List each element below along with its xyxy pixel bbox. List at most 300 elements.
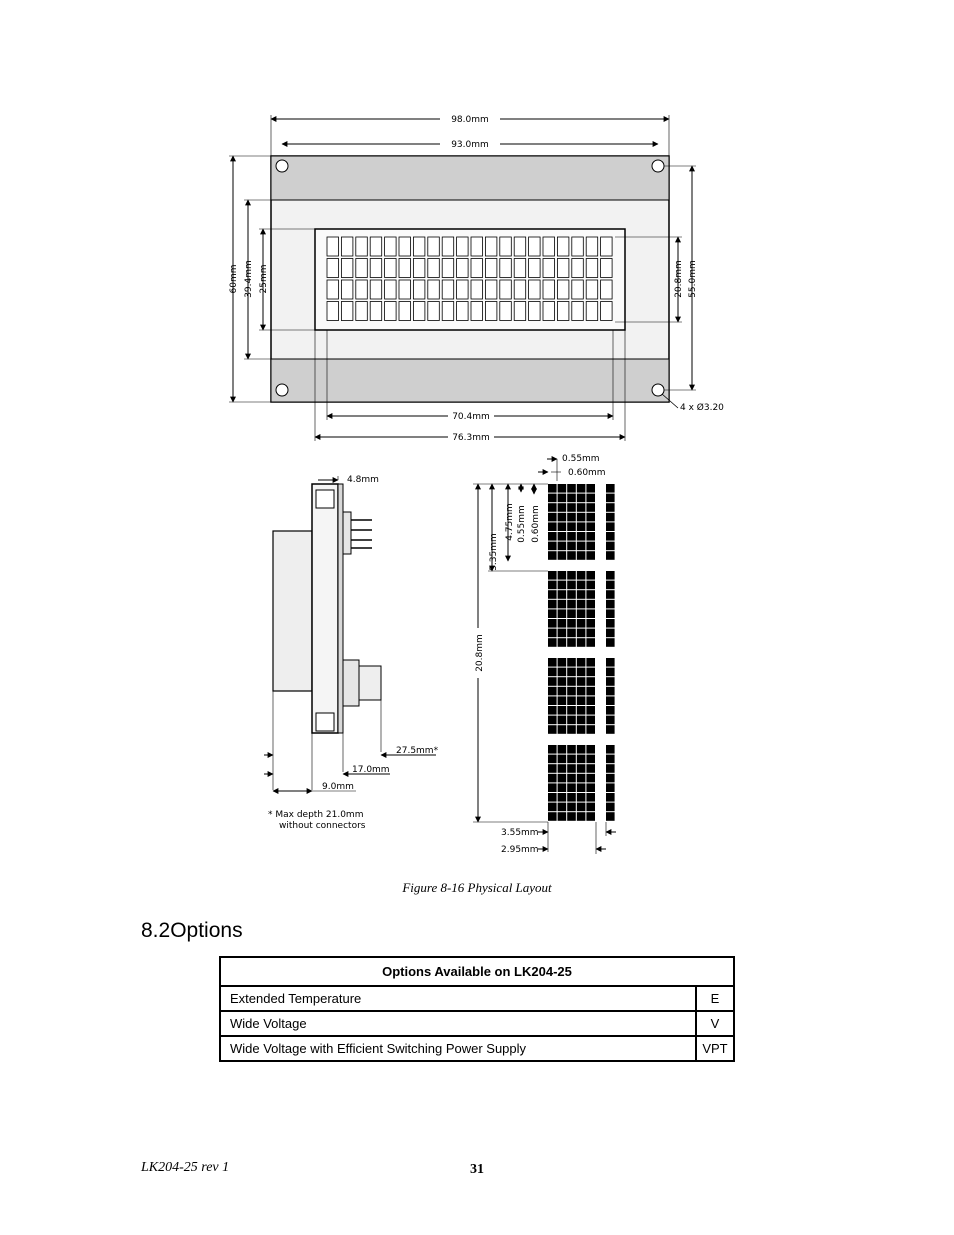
lcd-dot — [606, 600, 615, 609]
option-name: Extended Temperature — [220, 986, 696, 1011]
lcd-dot — [606, 581, 615, 590]
lcd-char-cell — [557, 259, 569, 278]
lcd-dot — [586, 687, 595, 696]
lcd-dot — [558, 696, 567, 705]
lcd-dot — [606, 619, 615, 628]
lcd-dot — [567, 725, 576, 734]
lcd-dot — [548, 494, 557, 503]
character-dot-blocks — [548, 484, 615, 821]
lcd-dot — [567, 571, 576, 580]
footer-doc-revision: LK204-25 rev 1 — [141, 1160, 230, 1175]
dim-pcb-thickness: 4.8mm — [347, 475, 379, 485]
lcd-char-cell — [500, 237, 512, 256]
lcd-dot — [606, 793, 615, 802]
lcd-char-cell — [586, 302, 598, 321]
lcd-char-cell — [356, 280, 368, 299]
lcd-dot — [606, 494, 615, 503]
lcd-dot — [586, 706, 595, 715]
lcd-dot — [558, 581, 567, 590]
lcd-dot — [558, 745, 567, 754]
lcd-char-cell — [485, 237, 497, 256]
lcd-dot — [586, 755, 595, 764]
lcd-dot — [577, 513, 586, 522]
lcd-dot — [606, 812, 615, 821]
dim-char-pitch: 3.55mm — [501, 828, 539, 838]
dim-depth-17: 17.0mm — [352, 765, 390, 775]
section-heading: 8.2Options — [141, 919, 243, 942]
lcd-dot — [606, 774, 615, 783]
lcd-char-cell — [327, 237, 339, 256]
lcd-dot — [567, 764, 576, 773]
lcd-char-cell — [356, 259, 368, 278]
lcd-dot — [577, 764, 586, 773]
lcd-dot — [606, 513, 615, 522]
lcd-dot — [577, 551, 586, 560]
lcd-char-cell — [543, 280, 555, 299]
lcd-dot — [606, 745, 615, 754]
dim-overall-width: 98.0mm — [451, 115, 489, 125]
lcd-char-cell — [370, 259, 382, 278]
lcd-char-cell — [471, 302, 483, 321]
lcd-dot — [548, 522, 557, 531]
lcd-char-cell — [543, 259, 555, 278]
lcd-dot — [567, 522, 576, 531]
lcd-dot — [586, 571, 595, 580]
lcd-dot — [606, 590, 615, 599]
lcd-dot — [548, 590, 557, 599]
lcd-dot — [606, 629, 615, 638]
lcd-char-cell — [543, 302, 555, 321]
lcd-char-cell — [557, 237, 569, 256]
lcd-char-cell — [601, 237, 613, 256]
lcd-dot — [606, 638, 615, 647]
lcd-char-cell — [457, 280, 469, 299]
lcd-dot — [606, 716, 615, 725]
lcd-char-cell — [413, 302, 425, 321]
lcd-dot — [577, 677, 586, 686]
lcd-dot — [558, 668, 567, 677]
lcd-char-cell — [385, 237, 397, 256]
options-table-header: Options Available on LK204-25 — [220, 957, 734, 986]
lcd-dot — [548, 696, 557, 705]
lcd-dot — [577, 668, 586, 677]
lcd-char-cell — [370, 302, 382, 321]
lcd-dot — [558, 658, 567, 667]
lcd-dot — [567, 532, 576, 541]
lcd-dot — [558, 503, 567, 512]
lcd-char-cell — [586, 259, 598, 278]
lcd-dot — [548, 755, 557, 764]
lcd-dot — [567, 629, 576, 638]
dim-depth-9: 9.0mm — [322, 782, 354, 792]
lcd-dot — [586, 725, 595, 734]
lcd-dot — [558, 629, 567, 638]
lcd-dot — [548, 600, 557, 609]
lcd-dot — [606, 551, 615, 560]
lcd-dot — [586, 638, 595, 647]
dim-hole-pitch-height: 55.0mm — [688, 260, 698, 298]
lcd-dot — [558, 590, 567, 599]
lcd-dot — [548, 503, 557, 512]
dim-char-width: 2.95mm — [501, 845, 539, 855]
lcd-dot — [586, 716, 595, 725]
lcd-dot — [586, 803, 595, 812]
lcd-dot — [548, 706, 557, 715]
lcd-dot — [558, 619, 567, 628]
lcd-dot — [558, 716, 567, 725]
lcd-dot — [606, 803, 615, 812]
lcd-char-cell — [529, 302, 541, 321]
option-name: Wide Voltage — [220, 1011, 696, 1036]
dim-dot-width: 0.55mm — [562, 454, 600, 464]
footer-page-number: 31 — [470, 1162, 484, 1177]
lcd-dot — [548, 783, 557, 792]
front-view — [229, 112, 724, 443]
dim-active-height: 20.8mm — [674, 260, 684, 298]
lcd-dot — [558, 542, 567, 551]
lcd-dot — [577, 638, 586, 647]
lcd-dot — [577, 494, 586, 503]
dim-active-width: 70.4mm — [452, 412, 490, 422]
lcd-dot — [586, 658, 595, 667]
lcd-char-cell — [428, 237, 440, 256]
lcd-dot — [558, 494, 567, 503]
lcd-dot — [558, 687, 567, 696]
lcd-dot — [548, 513, 557, 522]
lcd-dot — [567, 638, 576, 647]
lcd-char-cell — [399, 280, 411, 299]
lcd-char-cell — [327, 259, 339, 278]
lcd-dot — [577, 542, 586, 551]
lcd-dot — [548, 687, 557, 696]
character-detail — [472, 454, 616, 855]
lcd-char-cell — [514, 259, 526, 278]
lcd-dot — [577, 812, 586, 821]
lcd-char-cell — [399, 259, 411, 278]
lcd-dot — [548, 716, 557, 725]
lcd-dot — [586, 629, 595, 638]
side-view — [264, 475, 439, 831]
lcd-char-cell — [500, 259, 512, 278]
lcd-char-cell — [442, 259, 454, 278]
dim-viewing-width: 76.3mm — [452, 433, 490, 443]
lcd-dot — [558, 764, 567, 773]
lcd-dot — [567, 513, 576, 522]
lcd-char-cell — [327, 302, 339, 321]
lcd-char-cell — [413, 280, 425, 299]
lcd-dot — [548, 725, 557, 734]
lcd-dot — [567, 668, 576, 677]
lcd-dot — [548, 658, 557, 667]
dim-dot-height: 0.55mm — [517, 505, 527, 543]
lcd-dot — [577, 774, 586, 783]
lcd-char-cell — [457, 302, 469, 321]
dim-total-height: 20.8mm — [475, 634, 485, 672]
lcd-char-cell — [601, 302, 613, 321]
lcd-char-cell — [485, 302, 497, 321]
lcd-char-cell — [457, 237, 469, 256]
lcd-dot — [577, 503, 586, 512]
lcd-dot — [586, 484, 595, 493]
lcd-dot — [577, 783, 586, 792]
lcd-dot — [606, 783, 615, 792]
lcd-char-cell — [341, 237, 353, 256]
lcd-char-cell — [370, 237, 382, 256]
lcd-char-cell — [572, 237, 584, 256]
lcd-dot — [577, 696, 586, 705]
lcd-char-cell — [385, 302, 397, 321]
lcd-dot — [586, 494, 595, 503]
option-code: VPT — [696, 1036, 734, 1061]
dim-char-dots-height: 4.75mm — [505, 503, 515, 541]
option-code: V — [696, 1011, 734, 1036]
lcd-dot — [567, 687, 576, 696]
lcd-dot — [548, 803, 557, 812]
lcd-dot — [567, 774, 576, 783]
lcd-char-cell — [413, 237, 425, 256]
lcd-char-cell — [601, 280, 613, 299]
lcd-char-cell — [529, 259, 541, 278]
lcd-dot — [567, 812, 576, 821]
lcd-char-cell — [341, 280, 353, 299]
lcd-char-cell — [327, 280, 339, 299]
lcd-dot — [558, 677, 567, 686]
lcd-char-cell — [356, 302, 368, 321]
lcd-char-cell — [385, 259, 397, 278]
lcd-dot — [606, 764, 615, 773]
lcd-dot — [586, 590, 595, 599]
lcd-dot — [577, 687, 586, 696]
lcd-char-cell — [442, 280, 454, 299]
lcd-dot — [548, 764, 557, 773]
lcd-char-cell — [356, 237, 368, 256]
lcd-char-cell — [529, 280, 541, 299]
lcd-dot — [548, 484, 557, 493]
lcd-dot — [606, 706, 615, 715]
lcd-char-cell — [572, 259, 584, 278]
lcd-dot — [577, 706, 586, 715]
lcd-dot — [548, 812, 557, 821]
dim-bezel-height: 39.4mm — [244, 260, 254, 298]
lcd-dot — [567, 793, 576, 802]
lcd-char-cell — [557, 280, 569, 299]
lcd-char-cell — [514, 280, 526, 299]
lcd-dot — [606, 571, 615, 580]
dim-max-depth: 27.5mm* — [396, 746, 439, 756]
dim-dot-pitch: 0.60mm — [568, 468, 606, 478]
lcd-dot — [567, 619, 576, 628]
lcd-dot — [558, 513, 567, 522]
lcd-char-cell — [471, 237, 483, 256]
lcd-dot — [548, 629, 557, 638]
lcd-char-cell — [601, 259, 613, 278]
lcd-dot — [567, 600, 576, 609]
lcd-dot — [586, 668, 595, 677]
lcd-dot — [567, 716, 576, 725]
lcd-dot — [548, 532, 557, 541]
lcd-dot — [577, 590, 586, 599]
lcd-char-cell — [399, 237, 411, 256]
lcd-char-cell — [428, 259, 440, 278]
dim-dot-pitch-vertical: 0.60mm — [531, 505, 541, 543]
lcd-dot — [606, 687, 615, 696]
lcd-dot — [586, 600, 595, 609]
lcd-dot — [606, 522, 615, 531]
lcd-dot — [567, 542, 576, 551]
dim-mounting-holes: 4 x Ø3.20 — [680, 403, 724, 413]
lcd-dot — [606, 503, 615, 512]
lcd-char-cell — [428, 302, 440, 321]
lcd-dot — [606, 755, 615, 764]
lcd-dot — [586, 522, 595, 531]
lcd-dot — [558, 725, 567, 734]
lcd-dot — [567, 503, 576, 512]
lcd-dot — [567, 551, 576, 560]
lcd-dot — [558, 600, 567, 609]
lcd-dot — [586, 532, 595, 541]
lcd-dot — [548, 551, 557, 560]
lcd-dot — [567, 484, 576, 493]
lcd-char-cell — [471, 259, 483, 278]
lcd-dot — [548, 571, 557, 580]
lcd-char-cell — [370, 280, 382, 299]
side-note-line2: without connectors — [279, 821, 366, 831]
lcd-dot — [586, 793, 595, 802]
lcd-dot — [586, 764, 595, 773]
lcd-dot — [548, 609, 557, 618]
lcd-char-cell — [485, 280, 497, 299]
lcd-dot — [558, 793, 567, 802]
lcd-dot — [586, 812, 595, 821]
lcd-dot — [586, 696, 595, 705]
lcd-char-cell — [485, 259, 497, 278]
table-row — [220, 986, 734, 1011]
lcd-dot — [548, 774, 557, 783]
lcd-dot — [577, 532, 586, 541]
dim-char-height: 5.35mm — [489, 533, 499, 571]
lcd-char-cell — [572, 302, 584, 321]
lcd-dot — [567, 783, 576, 792]
lcd-dot — [577, 725, 586, 734]
lcd-dot — [577, 755, 586, 764]
lcd-dot — [567, 745, 576, 754]
lcd-dot — [586, 774, 595, 783]
lcd-dot — [586, 581, 595, 590]
lcd-dot — [577, 803, 586, 812]
option-name: Wide Voltage with Efficient Switching Power Supply — [220, 1036, 696, 1061]
lcd-dot — [606, 696, 615, 705]
lcd-char-cell — [341, 302, 353, 321]
lcd-char-cell — [457, 259, 469, 278]
lcd-dot — [606, 668, 615, 677]
lcd-dot — [586, 513, 595, 522]
lcd-dot — [548, 581, 557, 590]
lcd-dot — [558, 532, 567, 541]
lcd-dot — [558, 522, 567, 531]
lcd-dot — [577, 609, 586, 618]
table-row — [220, 1036, 734, 1061]
lcd-dot — [577, 658, 586, 667]
lcd-dot — [558, 551, 567, 560]
lcd-char-cell — [341, 259, 353, 278]
lcd-dot — [558, 638, 567, 647]
lcd-dot — [567, 658, 576, 667]
lcd-char-cell — [514, 302, 526, 321]
lcd-dot — [577, 793, 586, 802]
lcd-dot — [567, 581, 576, 590]
lcd-dot — [586, 783, 595, 792]
lcd-char-cell — [442, 302, 454, 321]
lcd-dot — [586, 677, 595, 686]
lcd-dot — [548, 668, 557, 677]
lcd-dot — [606, 658, 615, 667]
lcd-dot — [567, 494, 576, 503]
lcd-char-cell — [442, 237, 454, 256]
lcd-char-cell — [428, 280, 440, 299]
lcd-dot — [558, 706, 567, 715]
lcd-char-cell — [529, 237, 541, 256]
lcd-dot — [586, 745, 595, 754]
lcd-dot — [548, 677, 557, 686]
lcd-dot — [577, 522, 586, 531]
lcd-char-cell — [514, 237, 526, 256]
lcd-dot — [548, 542, 557, 551]
lcd-char-cell — [572, 280, 584, 299]
lcd-dot — [577, 600, 586, 609]
lcd-dot — [567, 590, 576, 599]
lcd-char-cell — [500, 280, 512, 299]
dim-hole-pitch-width: 93.0mm — [451, 140, 489, 150]
lcd-dot — [567, 677, 576, 686]
lcd-dot — [558, 571, 567, 580]
lcd-dot — [577, 716, 586, 725]
lcd-dot — [567, 609, 576, 618]
lcd-dot — [586, 619, 595, 628]
lcd-dot — [586, 503, 595, 512]
lcd-char-cell — [557, 302, 569, 321]
lcd-char-cell — [543, 237, 555, 256]
lcd-dot — [558, 803, 567, 812]
table-row — [220, 1011, 734, 1036]
lcd-dot — [606, 484, 615, 493]
lcd-dot — [558, 812, 567, 821]
lcd-char-cell — [471, 280, 483, 299]
lcd-dot — [548, 638, 557, 647]
lcd-dot — [548, 745, 557, 754]
lcd-dot — [558, 484, 567, 493]
side-note-line1: * Max depth 21.0mm — [268, 810, 364, 820]
lcd-dot — [558, 755, 567, 764]
lcd-dot — [606, 725, 615, 734]
lcd-dot — [567, 696, 576, 705]
lcd-char-cell — [500, 302, 512, 321]
lcd-dot — [548, 793, 557, 802]
lcd-dot — [606, 609, 615, 618]
lcd-dot — [567, 755, 576, 764]
lcd-dot — [577, 745, 586, 754]
option-code: E — [696, 986, 734, 1011]
lcd-dot — [606, 532, 615, 541]
lcd-dot — [577, 581, 586, 590]
lcd-dot — [606, 542, 615, 551]
lcd-dot — [586, 609, 595, 618]
lcd-char-cell — [586, 280, 598, 299]
lcd-dot — [577, 619, 586, 628]
lcd-char-cell — [385, 280, 397, 299]
options-table — [219, 956, 735, 1062]
lcd-dot — [558, 783, 567, 792]
lcd-char-cell — [413, 259, 425, 278]
